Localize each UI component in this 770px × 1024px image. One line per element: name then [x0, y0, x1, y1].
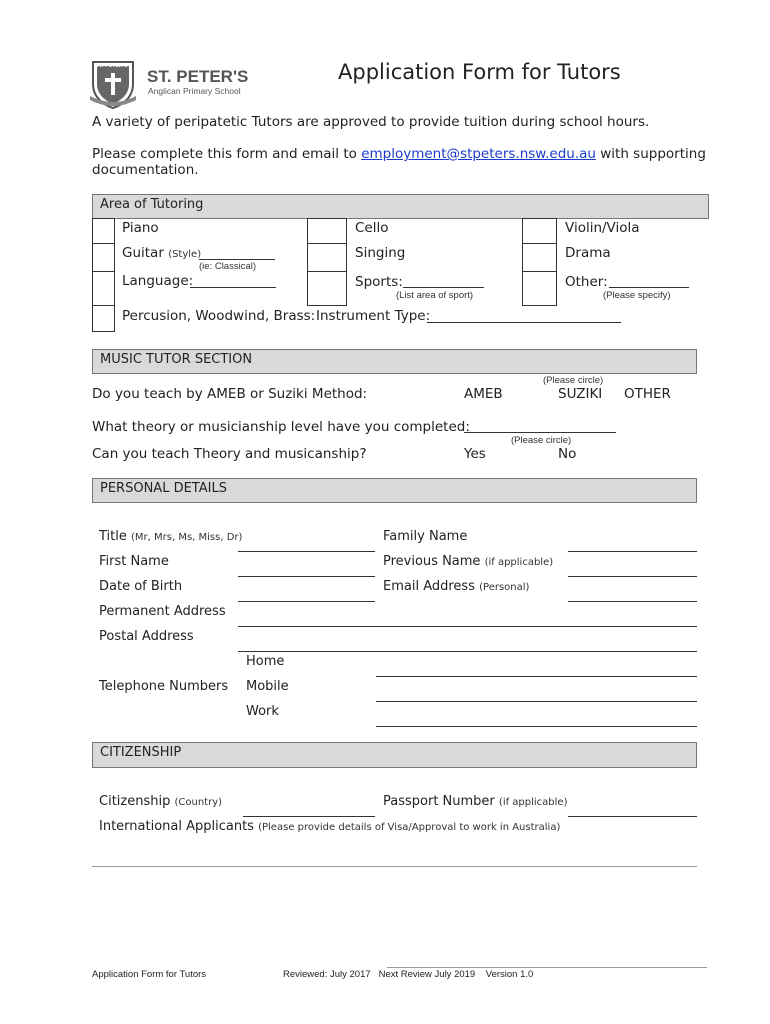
dob-field[interactable] [238, 601, 375, 602]
first-name-field[interactable] [238, 576, 375, 577]
email-link[interactable]: employment@stpeters.nsw.edu.au [361, 146, 596, 162]
citizenship-note: (Country) [174, 797, 223, 808]
violin-checkbox[interactable] [522, 218, 557, 244]
option-no[interactable]: No [558, 446, 577, 462]
mobile-label: Mobile [246, 679, 289, 694]
instrument-type-label: Instrument Type: [316, 308, 431, 324]
previous-name-field[interactable] [568, 576, 697, 577]
intro-line-2-start: Please complete this form and email to [92, 146, 362, 162]
drama-checkbox[interactable] [522, 243, 557, 272]
music-header-label: MUSIC TUTOR SECTION [100, 352, 253, 367]
area-section-header [92, 194, 709, 219]
family-name-label: Family Name [383, 529, 468, 544]
passport-label [383, 794, 568, 809]
personal-section-header [92, 478, 697, 503]
title-note: (Mr, Mrs, Ms, Miss, Dr) [131, 532, 243, 543]
email-address-text: Email Address [383, 579, 475, 594]
passport-note: (if applicable) [498, 797, 568, 808]
citizenship-section-header [92, 742, 697, 768]
email-address-label [383, 579, 529, 594]
passport-field[interactable] [568, 816, 697, 817]
passport-text: Passport Number [383, 794, 495, 809]
area-header-label: Area of Tutoring [100, 197, 204, 212]
percussion-checkbox[interactable] [92, 305, 115, 332]
citizenship-text: Citizenship [99, 794, 171, 809]
option-yes[interactable]: Yes [464, 446, 486, 462]
personal-header-label: PERSONAL DETAILS [100, 481, 227, 496]
option-other[interactable]: OTHER [624, 386, 671, 402]
language-field[interactable] [190, 287, 276, 288]
ameb-question: Do you teach by AMEB or Suziki Method: [92, 386, 368, 402]
sports-checkbox[interactable] [307, 271, 347, 306]
other-checkbox[interactable] [522, 271, 557, 306]
permanent-address-field[interactable] [238, 626, 697, 627]
guitar-checkbox[interactable] [92, 243, 115, 272]
first-name-label: First Name [99, 554, 169, 569]
home-label: Home [246, 654, 285, 669]
option-suziki[interactable]: SUZIKI [558, 386, 603, 402]
citizenship-field[interactable] [243, 816, 375, 817]
guitar-label [122, 245, 201, 261]
please-circle-note-2: (Please circle) [511, 435, 572, 446]
cello-checkbox[interactable] [307, 218, 347, 244]
previous-name-note: (if applicable) [484, 557, 554, 568]
email-address-note: (Personal) [479, 582, 530, 593]
mobile-phone-field[interactable] [376, 701, 697, 702]
singing-checkbox[interactable] [307, 243, 347, 272]
guitar-style-field[interactable] [199, 259, 275, 260]
other-label: Other: [565, 274, 608, 290]
sports-label: Sports: [355, 274, 403, 290]
title-field[interactable] [238, 551, 375, 552]
work-phone-field[interactable] [376, 726, 697, 727]
citizenship-header-label: CITIZENSHIP [100, 745, 182, 760]
footer-right: Reviewed: July 2017 Next Review July 2019 Version 1.0 [283, 969, 534, 980]
instrument-type-field[interactable] [427, 322, 621, 323]
other-note: (Please specify) [603, 290, 671, 301]
page-title: Application Form for Tutors [338, 60, 621, 84]
intro-line-1: A variety of peripatetic Tutors are approved to provide tuition during school hours. [92, 114, 650, 130]
footer-left: Application Form for Tutors [92, 969, 207, 980]
sports-field[interactable] [403, 287, 484, 288]
intro-line-3: documentation. [92, 162, 199, 178]
piano-checkbox[interactable] [92, 218, 115, 244]
home-phone-field[interactable] [376, 676, 697, 677]
guitar-example-note: (ie: Classical) [199, 261, 257, 272]
school-name: ST. PETER'S [147, 67, 249, 86]
international-text: International Applicants [99, 819, 254, 834]
piano-label: Piano [122, 220, 159, 236]
work-label: Work [246, 704, 279, 719]
language-checkbox[interactable] [92, 271, 115, 306]
international-label [99, 819, 560, 834]
option-ameb[interactable]: AMEB [464, 386, 503, 402]
telephone-label: Telephone Numbers [99, 679, 229, 694]
singing-label: Singing [355, 245, 406, 261]
previous-name-text: Previous Name [383, 554, 481, 569]
sports-note: (List area of sport) [396, 290, 474, 301]
drama-label: Drama [565, 245, 611, 261]
email-address-field[interactable] [568, 601, 697, 602]
violin-label: Violin/Viola [565, 220, 640, 236]
intro-line-2-end: with supporting [595, 146, 706, 162]
postal-address-label: Postal Address [99, 629, 194, 644]
dob-label: Date of Birth [99, 579, 183, 594]
international-note: (Please provide details of Visa/Approval to work in Australia) [258, 822, 561, 833]
intro-line-2 [92, 146, 706, 162]
guitar-text: Guitar [122, 245, 164, 261]
title-text: Title [99, 529, 127, 544]
previous-name-label [383, 554, 553, 569]
please-circle-note-1: (Please circle) [543, 375, 604, 386]
cello-label: Cello [355, 220, 389, 236]
citizenship-label [99, 794, 222, 809]
theory-level-field[interactable] [464, 432, 616, 433]
teach-theory-question: Can you teach Theory and musicanship? [92, 446, 367, 462]
permanent-address-label: Permanent Address [99, 604, 226, 619]
other-field[interactable] [609, 287, 689, 288]
percussion-label: Percusion, Woodwind, Brass: [122, 308, 316, 324]
music-section-header [92, 349, 697, 374]
guitar-style-note: (Style) [168, 249, 202, 260]
footer-divider [387, 967, 707, 968]
family-name-field[interactable] [568, 551, 697, 552]
theory-level-question: What theory or musicianship level have you completed: [92, 419, 470, 435]
crest-badge-text: ST. PETER'S [95, 63, 128, 69]
postal-address-field[interactable] [238, 651, 697, 652]
language-label: Language: [122, 273, 194, 289]
international-field[interactable] [92, 866, 697, 867]
school-subtitle: Anglican Primary School [148, 86, 241, 96]
title-label [99, 529, 242, 544]
